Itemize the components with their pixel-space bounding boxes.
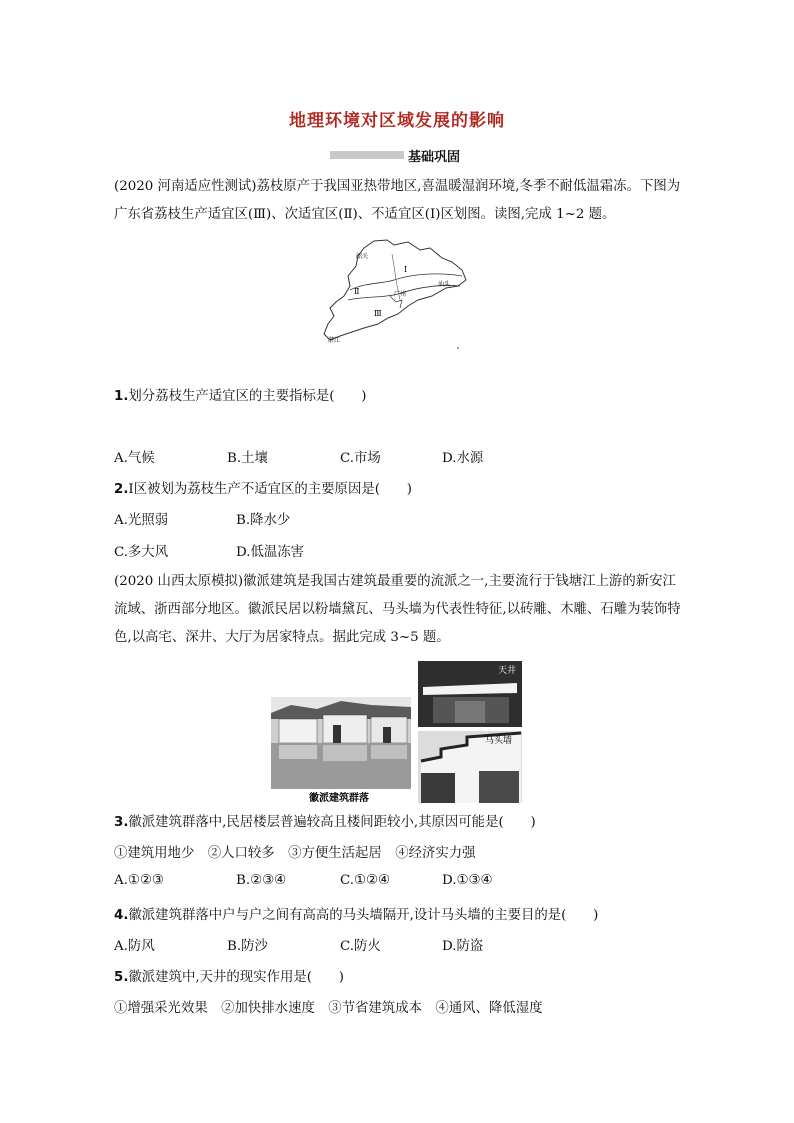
map-label-zone-3: Ⅲ [374, 309, 382, 318]
question-5-choices: ①增强采光效果 ②加快排水速度 ③节省建筑成本 ④通风、降低湿度 [114, 1001, 543, 1016]
map-label-zone-1: Ⅰ [404, 265, 408, 274]
question-number: 4. [114, 908, 129, 923]
question-stem: 徽派建筑群落中户与户之间有高高的马头墙隔开,设计马头墙的主要目的是( ) [128, 908, 599, 923]
question-number: 1. [114, 389, 129, 404]
option-a[interactable]: A.①②③ [114, 873, 164, 888]
tianjing-label: 天井 [498, 666, 517, 676]
option-b[interactable]: B.土壤 [227, 451, 268, 466]
intro-paragraph-1: (2020 河南适应性测试)荔枝原产于我国亚热带地区,喜温暖湿润环境,冬季不耐低温霜冻。下图为广东省荔枝生产适宜区(Ⅲ)、次适宜区(Ⅱ)、不适宜区(Ⅰ)区划图。读图,完成 1~2 题。 [114, 179, 681, 222]
option-d[interactable]: D.防盗 [442, 939, 484, 954]
guangdong-map [312, 236, 472, 356]
option-a[interactable]: A.光照弱 [114, 513, 169, 528]
question-3 [114, 811, 536, 830]
huizhou-architecture-photos [271, 661, 523, 803]
question-1 [114, 385, 367, 404]
option-d[interactable]: D.①③④ [442, 873, 493, 888]
section-header [330, 146, 480, 164]
map-label-shaoguan: 韶关 [356, 253, 369, 260]
intro-paragraph-2: (2020 山西太原模拟)徽派建筑是我国古建筑最重要的流派之一,主要流行于钱塘江上游的新安江流域、浙西部分地区。徽派民居以粉墙黛瓦、马头墙为代表性特征,以砖雕、木雕、石雕为装饰特色,以高宅、深井、大厅为居家特点。据此完成 3~5 题。 [114, 574, 681, 645]
map-label-zhanjiang: 湛江 [328, 337, 341, 344]
section-title: 基础巩固 [408, 150, 461, 165]
photo-caption: 徽派建筑群落 [309, 793, 369, 803]
option-a[interactable]: A.气候 [114, 451, 155, 466]
option-c[interactable]: C.多大风 [114, 545, 169, 560]
question-2 [114, 478, 412, 497]
map-label-guangzhou: 广州 [394, 291, 407, 298]
page-title: 地理环境对区域发展的影响 [289, 111, 505, 131]
option-d[interactable]: D.低温冻害 [236, 545, 305, 560]
photo-building-cluster [271, 697, 411, 789]
question-number: 3. [114, 815, 129, 830]
option-c[interactable]: C.市场 [340, 451, 381, 466]
matouqiang-label: 马头墙 [485, 736, 513, 746]
question-3-choices: ①建筑用地少 ②人口较多 ③方便生活起居 ④经济实力强 [114, 846, 476, 861]
option-d[interactable]: D.水源 [442, 451, 484, 466]
question-stem: Ⅰ区被划为荔枝生产不适宜区的主要原因是( ) [128, 482, 412, 497]
option-a[interactable]: A.防风 [114, 939, 155, 954]
option-b[interactable]: B.②③④ [236, 873, 287, 888]
province-outline [324, 240, 466, 340]
question-4 [114, 904, 598, 923]
option-c[interactable]: C.①②④ [340, 873, 391, 888]
question-number: 2. [114, 482, 129, 497]
option-b[interactable]: B.降水少 [236, 513, 291, 528]
section-bar [330, 151, 404, 159]
question-number: 5. [114, 970, 129, 985]
map-label-zone-2: Ⅱ [354, 287, 360, 296]
map-label-shantou: 汕头 [438, 281, 451, 288]
option-b[interactable]: B.防沙 [227, 939, 268, 954]
option-c[interactable]: C.防火 [340, 939, 381, 954]
question-stem: 徽派建筑群落中,民居楼层普遍较高且楼间距较小,其原因可能是( ) [128, 815, 536, 830]
island-dot [457, 347, 459, 349]
question-stem: 划分荔枝生产适宜区的主要指标是( ) [128, 389, 367, 404]
question-5 [114, 966, 344, 985]
question-stem: 徽派建筑中,天井的现实作用是( ) [128, 970, 344, 985]
